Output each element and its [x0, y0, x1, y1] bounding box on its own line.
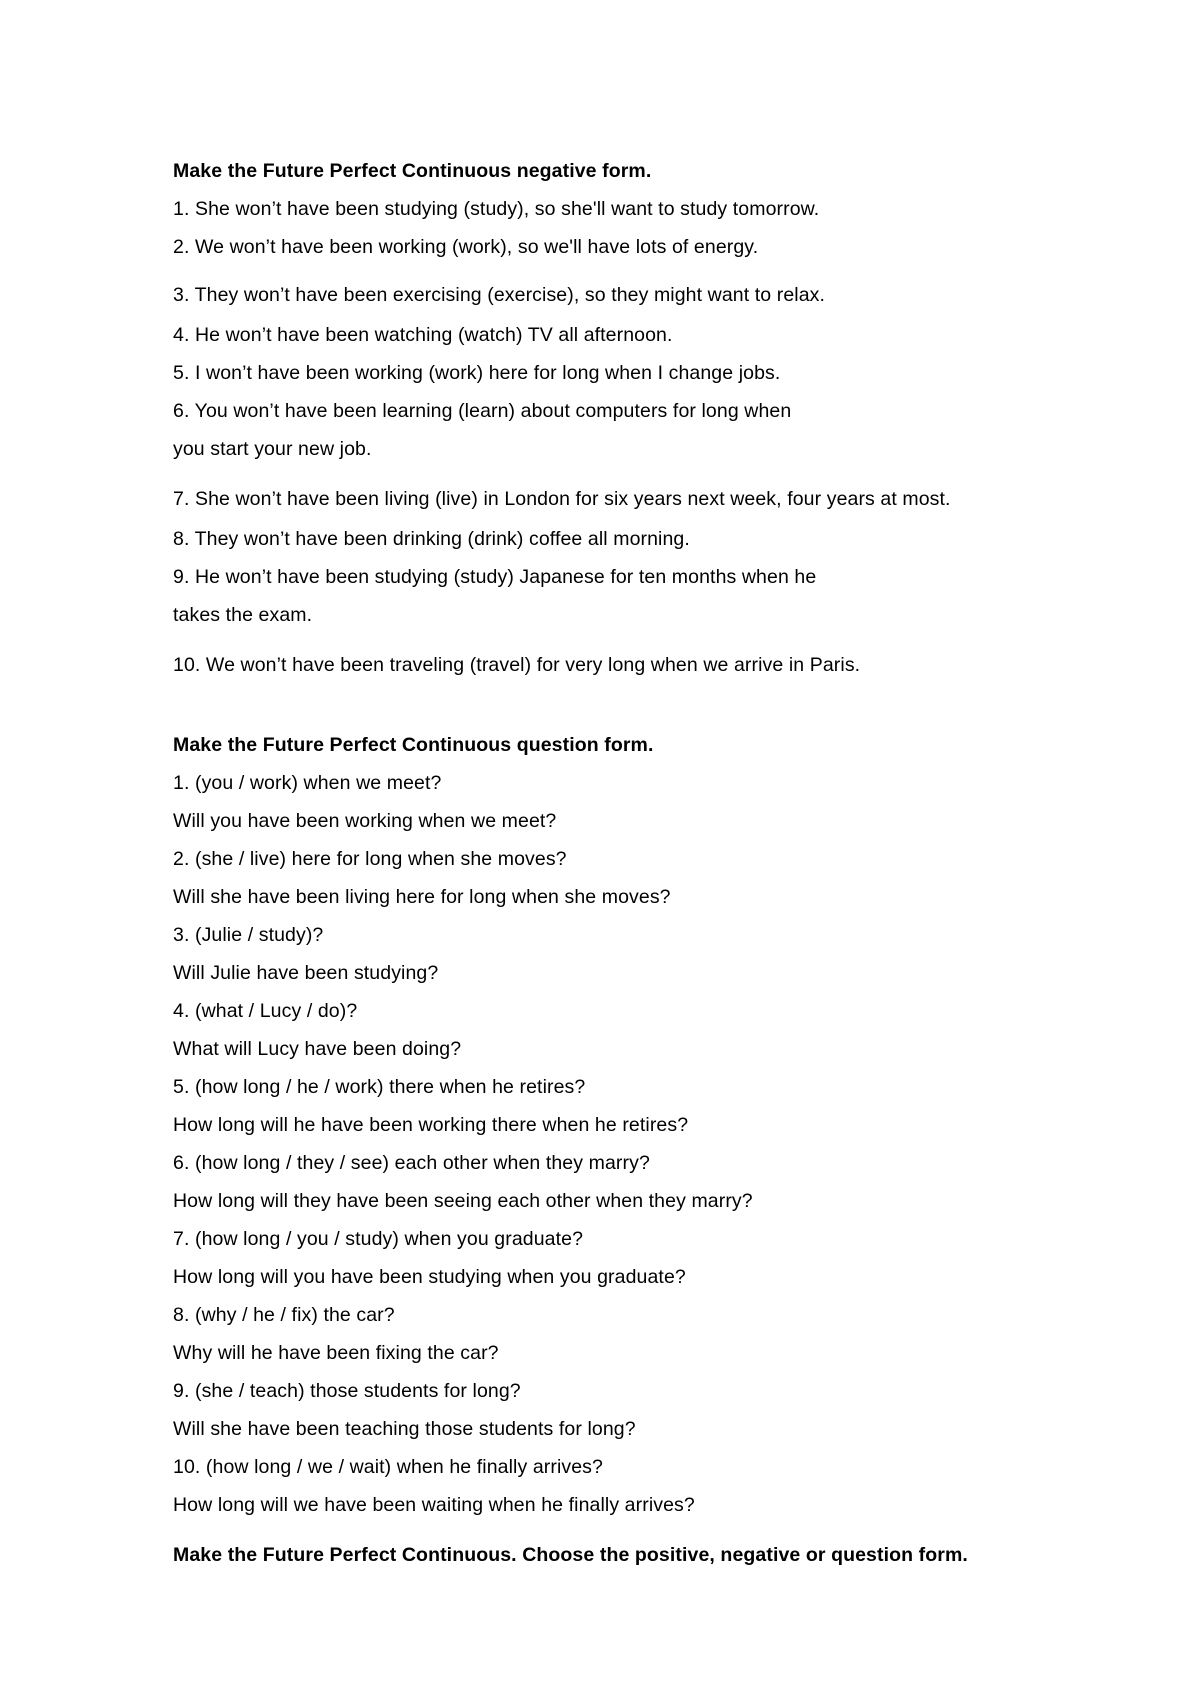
section-question-heading: Make the Future Perfect Continuous question form.	[173, 734, 654, 756]
question-prompt-7: 7. (how long / you / study) when you graduate?	[173, 1228, 584, 1250]
question-prompt-5: 5. (how long / he / work) there when he retires?	[173, 1076, 586, 1098]
negative-sentence-5: 5. I won’t have been working (work) here for long when I change jobs.	[173, 362, 781, 384]
section-mixed-heading: Make the Future Perfect Continuous. Choose the positive, negative or question form.	[173, 1544, 968, 1566]
negative-sentence-3: 3. They won’t have been exercising (exercise), so they might want to relax.	[173, 284, 826, 306]
negative-sentence-1: 1. She won’t have been studying (study), so she'll want to study tomorrow.	[173, 198, 820, 220]
question-answer-7: How long will you have been studying when you graduate?	[173, 1266, 686, 1288]
negative-sentence-2: 2. We won’t have been working (work), so we'll have lots of energy.	[173, 236, 759, 258]
negative-sentence-9: 9. He won’t have been studying (study) Japanese for ten months when he	[173, 566, 817, 588]
question-answer-5: How long will he have been working there when he retires?	[173, 1114, 689, 1136]
question-answer-4: What will Lucy have been doing?	[173, 1038, 462, 1060]
question-answer-1: Will you have been working when we meet?	[173, 810, 557, 832]
question-prompt-4: 4. (what / Lucy / do)?	[173, 1000, 358, 1022]
question-prompt-10: 10. (how long / we / wait) when he finally arrives?	[173, 1456, 603, 1478]
section-negative-heading: Make the Future Perfect Continuous negative form.	[173, 160, 652, 182]
question-answer-6: How long will they have been seeing each other when they marry?	[173, 1190, 753, 1212]
question-answer-8: Why will he have been fixing the car?	[173, 1342, 499, 1364]
negative-sentence-6: 6. You won’t have been learning (learn) about computers for long when	[173, 400, 792, 422]
question-prompt-3: 3. (Julie / study)?	[173, 924, 324, 946]
question-answer-9: Will she have been teaching those students for long?	[173, 1418, 636, 1440]
negative-sentence-9-continued: takes the exam.	[173, 604, 313, 626]
question-answer-2: Will she have been living here for long when she moves?	[173, 886, 671, 908]
question-prompt-1: 1. (you / work) when we meet?	[173, 772, 442, 794]
question-answer-10: How long will we have been waiting when he finally arrives?	[173, 1494, 695, 1516]
negative-sentence-7: 7. She won’t have been living (live) in London for six years next week, four years at most.	[173, 488, 951, 510]
negative-sentence-6-continued: you start your new job.	[173, 438, 372, 460]
question-prompt-2: 2. (she / live) here for long when she moves?	[173, 848, 567, 870]
question-prompt-8: 8. (why / he / fix) the car?	[173, 1304, 395, 1326]
negative-sentence-10: 10. We won’t have been traveling (travel) for very long when we arrive in Paris.	[173, 654, 861, 676]
negative-sentence-8: 8. They won’t have been drinking (drink) coffee all morning.	[173, 528, 690, 550]
question-answer-3: Will Julie have been studying?	[173, 962, 439, 984]
negative-sentence-4: 4. He won’t have been watching (watch) TV all afternoon.	[173, 324, 673, 346]
question-prompt-9: 9. (she / teach) those students for long?	[173, 1380, 521, 1402]
question-prompt-6: 6. (how long / they / see) each other when they marry?	[173, 1152, 650, 1174]
